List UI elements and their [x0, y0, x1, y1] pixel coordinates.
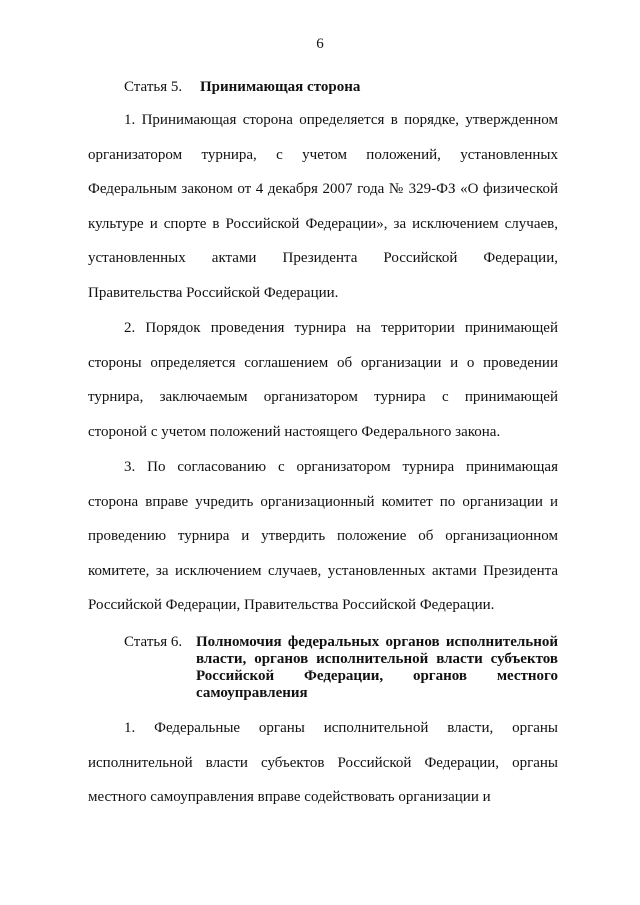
article-5-paragraph-1: 1. Принимающая сторона определяется в порядке, утвержденном организатором турнира, с учетом положений, установленных Федеральным законом от 4 декабря 2007 года № 329-ФЗ «О физической культуре и спорте в Российской Федерации», за исключением случаев, установленных актами Президента Российской Федерации, Правительства Российской Федерации. — [88, 112, 558, 301]
article-5-number: Статья 5. — [124, 79, 183, 95]
page-number: 6 — [316, 36, 324, 52]
article-5-title: Принимающая сторона — [200, 79, 361, 95]
article-6-number: Статья 6. — [124, 634, 183, 650]
article-5-heading — [124, 79, 558, 96]
article-5-paragraph-2: 2. Порядок проведения турнира на территории принимающей стороны определяется соглашением об организации и о проведении турнира, заключаемым организатором турнира с принимающей стороной с учетом положений настоящего Федерального закона. — [88, 320, 558, 440]
article-6-paragraph-1: 1. Федеральные органы исполнительной власти, органы исполнительной власти субъектов Российской Федерации, органы местного самоуправления вправе содействовать организации и — [88, 720, 558, 806]
article-6-heading — [124, 634, 558, 702]
article-5-paragraph-3: 3. По согласованию с организатором турнира принимающая сторона вправе учредить организационный комитет по организации и проведению турнира и утвердить положение об организационном комитете, за исключением случаев, установленных актами Президента Российской Федерации, Правительства Российской Федерации. — [88, 459, 558, 614]
article-6-title: Полномочия федеральных органов исполнительной власти, органов исполнительной власти субъектов Российской Федерации, органов местного самоуправления — [196, 634, 558, 701]
